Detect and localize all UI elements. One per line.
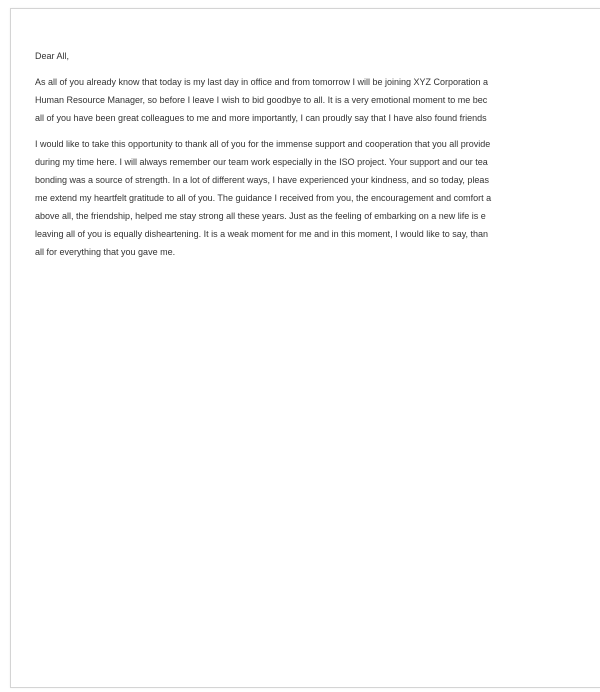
letter-greeting: Dear All, (35, 51, 70, 61)
text-line: bonding was a source of strength. In a lot of different ways, I have experienced your kindness, and so today, pleas (35, 175, 489, 185)
paragraph-1 (35, 73, 600, 127)
text-line: As all of you already know that today is my last day in office and from tomorrow I will be joining XYZ Corporation a (35, 77, 489, 87)
text-line: all for everything that you gave me. (35, 247, 176, 257)
paragraph-2 (35, 135, 600, 261)
text-line: above all, the friendship, helped me stay strong all these years. Just as the feeling of embarking on a new life is e (35, 211, 486, 221)
document-page (10, 8, 600, 688)
text-line: all of you have been great colleagues to me and more importantly, I can proudly say that I have also found friends (35, 113, 487, 123)
text-line: during my time here. I will always remember our team work especially in the ISO project. Your support and our tea (35, 157, 488, 167)
text-line: leaving all of you is equally disheartening. It is a weak moment for me and in this moment, I would like to say, than (35, 229, 489, 239)
text-line: me extend my heartfelt gratitude to all of you. The guidance I received from you, the encouragement and comfort a (35, 193, 492, 203)
text-line: Human Resource Manager, so before I leave I wish to bid goodbye to all. It is a very emotional moment to me bec (35, 95, 488, 105)
letter-body (35, 47, 600, 269)
text-line: I would like to take this opportunity to thank all of you for the immense support and cooperation that you all provide (35, 139, 491, 149)
